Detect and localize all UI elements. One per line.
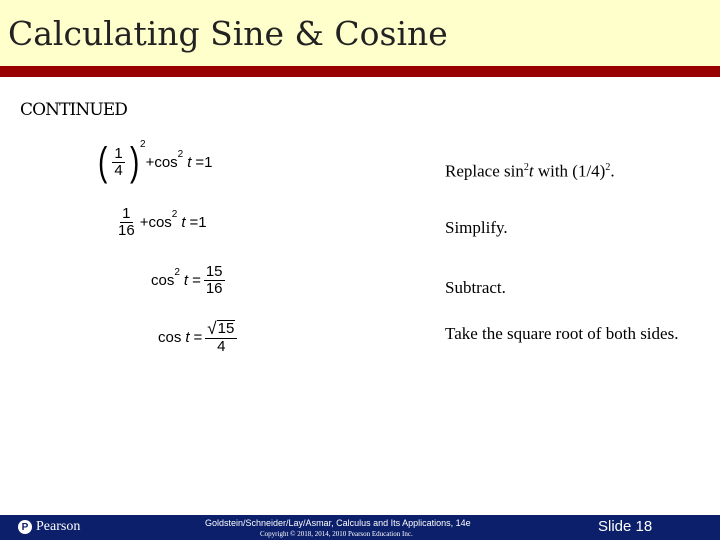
pearson-logo-icon: P (18, 520, 32, 534)
radicand: 15 (217, 320, 235, 337)
step-1-text (445, 156, 695, 183)
numerator (205, 320, 237, 339)
fraction-1-4 (112, 146, 124, 179)
denominator: 16 (205, 279, 223, 297)
variable-t: t (185, 328, 190, 346)
pearson-logo-text: Pearson (36, 519, 81, 534)
variable-t: t (187, 153, 192, 171)
denominator: 4 (217, 337, 226, 355)
right-paren: ) (129, 140, 140, 184)
step-3-text: Subtract. (445, 278, 506, 297)
square-root (207, 320, 235, 338)
rhs-value: 1 (198, 213, 207, 231)
step-1-part: . (610, 161, 615, 181)
variable-t: t (183, 271, 189, 289)
footer-bar (0, 515, 720, 540)
plus-sign: + (145, 153, 155, 171)
continued-label: CONTINUED (20, 100, 128, 120)
fraction-1-16 (116, 206, 137, 239)
slide-number: Slide 18 (598, 518, 653, 535)
numerator: 1 (122, 205, 131, 222)
equation-2 (113, 206, 207, 239)
cos-function: cos (158, 328, 182, 346)
step-1-part: Replace sin (445, 161, 524, 181)
equals-sign: = (192, 271, 201, 289)
numerator: 15 (205, 263, 223, 280)
denominator: 16 (118, 221, 135, 239)
equation-1 (96, 138, 213, 184)
step-1-superscript: 2 (605, 162, 611, 173)
cos-exponent: 2 (171, 208, 178, 220)
copyright-text: Copyright © 2018, 2014, 2010 Pearson Education Inc. (260, 530, 413, 538)
left-paren: ( (97, 140, 108, 184)
fraction-sqrt15-4 (205, 320, 237, 355)
cos-exponent: 2 (177, 148, 184, 160)
equation-3 (151, 264, 228, 297)
rhs-value: 1 (204, 153, 213, 171)
step-1-superscript: 2 (523, 162, 529, 173)
slide-title: Calculating Sine & Cosine (8, 14, 448, 53)
citation-text: Goldstein/Schneider/Lay/Asmar, Calculus and Its Applications, 14e (205, 518, 471, 528)
pearson-logo (18, 519, 80, 535)
equals-sign: = (195, 153, 205, 171)
step-4-text: Take the square root of both sides. (445, 324, 679, 343)
fraction-15-16 (204, 264, 225, 297)
plus-sign: + (139, 213, 149, 231)
cos-function: cos (148, 213, 172, 231)
step-1-part: with (1/4) (533, 161, 606, 181)
equals-sign: = (189, 213, 199, 231)
step-1-variable: t (528, 161, 534, 181)
variable-t: t (181, 213, 186, 231)
cos-function: cos (151, 271, 175, 289)
exponent: 2 (140, 138, 146, 150)
radical-sign-icon: √ (207, 319, 217, 338)
equation-4 (158, 320, 240, 355)
equals-sign: = (193, 328, 203, 346)
title-divider (0, 66, 720, 77)
title-bar (0, 0, 720, 66)
denominator: 4 (114, 161, 123, 179)
numerator: 1 (114, 144, 123, 162)
cos-exponent: 2 (174, 266, 180, 278)
cos-function: cos (154, 153, 178, 171)
step-2-text: Simplify. (445, 218, 508, 237)
